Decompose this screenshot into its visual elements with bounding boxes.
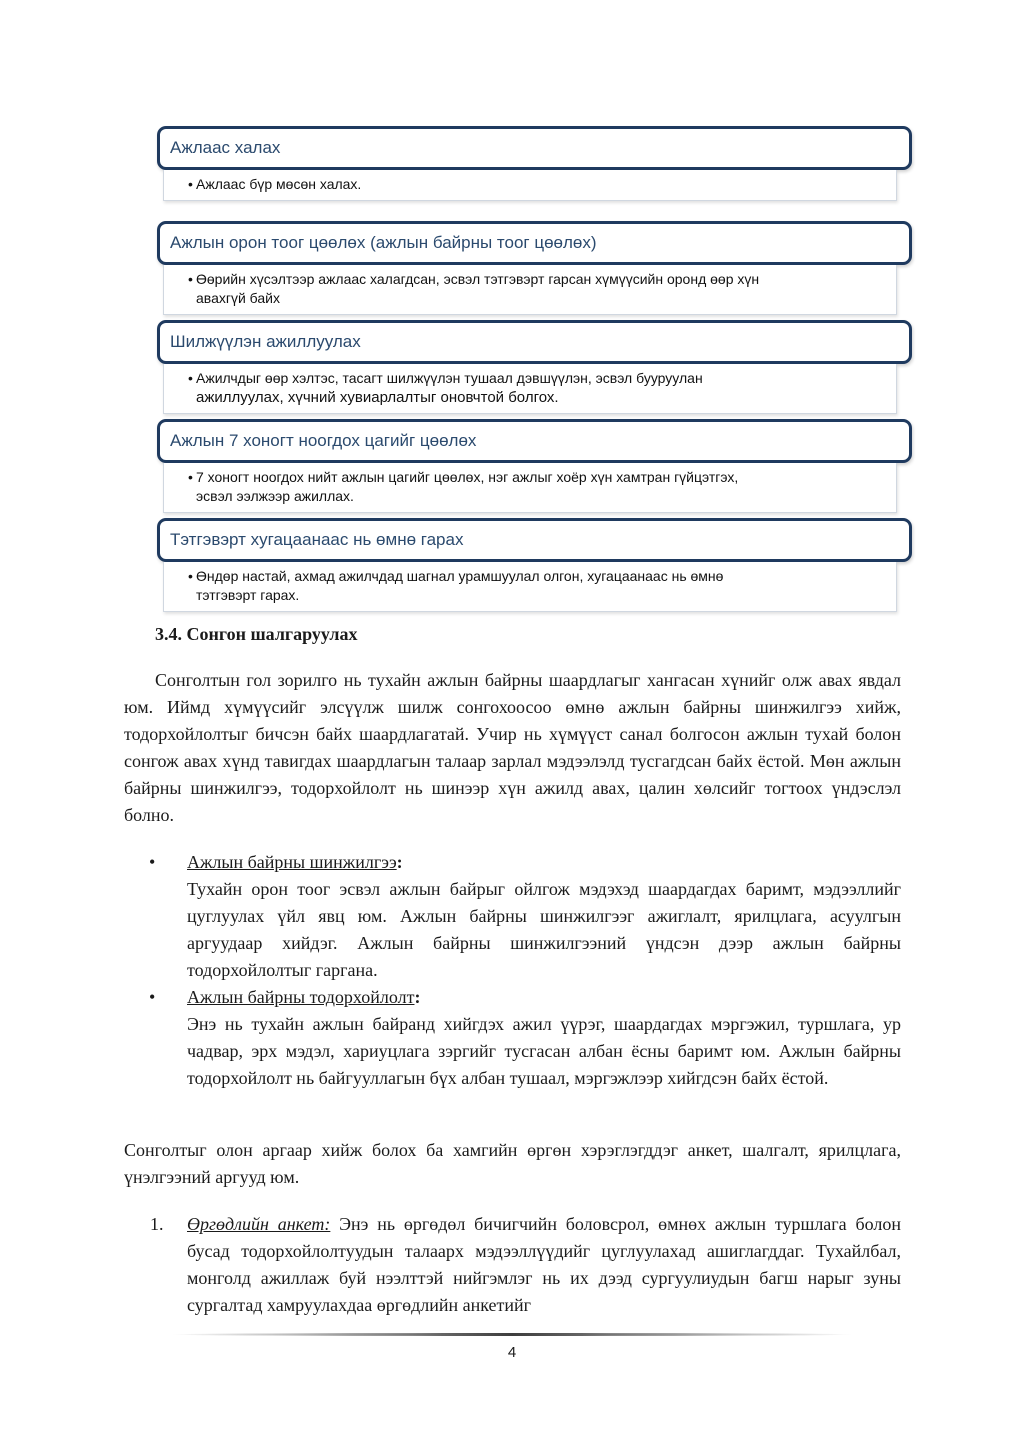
diagram-box-detail: • Ажлаас бүр мөсөн халах.: [163, 170, 897, 201]
diagram-block: [157, 221, 912, 315]
list-item-title: Ажлын байрны шинжилгээ: [187, 852, 397, 872]
diagram-block: [157, 518, 912, 612]
footer-divider: [170, 1333, 854, 1336]
bullet-dot: •: [149, 852, 156, 872]
list-item-text: Тухайн орон тоог эсвэл ажлын байрыг ойлгож мэдэхэд шаардагдах баримт, мэдээллийг цуглуулах үйл явц юм. Ажлын байрны шинжилгээг ажиглалт, ярилцлага, асуулгын аргуудаар хийдэг. Ажлын байрны шинжилгээний үндсэн дээр ажлын байрны тодорхойлолтыг гаргана.: [187, 879, 901, 980]
section-heading: 3.4. Сонгон шалгаруулах: [155, 624, 358, 644]
diagram-block: [157, 320, 912, 414]
page-number: 4: [507, 1344, 517, 1361]
diagram-box-title: Ажлын 7 хоногт ноогдох цагийг цөөлөх: [157, 419, 912, 463]
list-number: 1.: [150, 1214, 164, 1234]
diagram-block: [157, 126, 912, 201]
list-item-text: Энэ нь тухайн ажлын байранд хийгдэх ажил үүрэг, шаардагдах мэргэжил, туршлага, ур чадвар, эрх мэдэл, хариуцлага зэргийг тусгасан албан ёсны баримт юм. Ажлын байрны тодорхойлолт нь байгууллагын бүх албан тушаал, мэргэжлээр хийгдсэн байх ёстой.: [187, 1014, 901, 1088]
bullet-dot: •: [149, 987, 156, 1007]
list-item-title: Ажлын байрны тодорхойлолт: [187, 987, 415, 1007]
list-item: [124, 1211, 901, 1319]
list-item-term: Өргөдлийн анкет:: [187, 1214, 331, 1234]
paragraph: Сонголтыг олон аргаар хийж болох ба хамгийн өргөн хэрэглэгддэг анкет, шалгалт, ярилцлага, үнэлгээний аргууд юм.: [124, 1140, 901, 1187]
diagram-box-detail: • Өөрийн хүсэлтээр ажлаас халагдсан, эсвэл тэтгэвэрт гарсан хүмүүсийн оронд өөр хүн авахгүй байх: [163, 265, 897, 315]
diagram-box-title: Ажлаас халах: [157, 126, 912, 170]
diagram-box-title: Шилжүүлэн ажиллуулах: [157, 320, 912, 364]
diagram-box-title: Тэтгэвэрт хугацаанаас нь өмнө гарах: [157, 518, 912, 562]
diagram-box-detail: • Ажилчдыг өөр хэлтэс, тасагт шилжүүлэн тушаал дэвшүүлэн, эсвэл бууруулан ажиллуулах, хүчний хувиарлалтыг оновчтой болгох.: [163, 364, 897, 414]
diagram-box-title: Ажлын орон тоог цөөлөх (ажлын байрны тоог цөөлөх): [157, 221, 912, 265]
paragraph: Сонголтын гол зорилго нь тухайн ажлын байрны шаардлагыг хангасан хүнийг олж авах явдал юм. Иймд хүмүүсийг элсүүлж шилж сонгохоосоо өмнө ажлын байрны шинжилгээ хийж, тодорхойлолтыг бичсэн байх шаардлагатай. Учир нь хүмүүст санал болгосон ажлын тухай болон сонгож авах хүнд тавигдах шаардлагын талаар зарлал мэдээлэлд тусгагдсан байх ёстой. Мөн ажлын байрны шинжилгээ, тодорхойлолт нь шинээр хүн ажилд авах, цалин хөлсийг тогтоох үндэслэл болно.: [124, 670, 901, 825]
diagram-box-detail: • 7 хоногт ноогдох нийт ажлын цагийг цөөлөх, нэг ажлыг хоёр хүн хамтран гүйцэтгэх, эсвэл ээлжээр ажиллах.: [163, 463, 897, 513]
list-item: • Ажлын байрны тодорхойлолт: Энэ нь тухайн ажлын байранд хийгдэх ажил үүрэг, шаардагдах мэргэжил, туршлага, ур чадвар, эрх мэдэл, хариуцлага зэргийг тусгасан албан ёсны баримт юм. Ажлын байрны тодорхойлолт нь байгууллагын бүх албан тушаал, мэргэжлээр хийгдсэн байх ёстой.: [124, 984, 901, 1092]
diagram-staff-reduction-methods: [157, 126, 912, 612]
bullet-list: [124, 849, 901, 1092]
numbered-list: [124, 1211, 901, 1319]
list-item-text: Энэ нь өргөдөл бичигчийн боловсрол, өмнөх ажлын туршлага болон бусад тодорхойлолтуудын талаарх мэдээллүүдийг цуглуулахад ашиглагддаг. Тухайлбал, монголд ажиллаж буй нээлттэй нийгэмлэг нь их дээд сургуулиудын багш нарыг зуны сургалтад хамруулахдаа өргөдлийн анкетийг: [187, 1214, 901, 1315]
diagram-block: [157, 419, 912, 513]
diagram-box-detail: • Өндөр настай, ахмад ажилчдад шагнал урамшуулал олгон, хугацаанаас нь өмнө тэтгэвэрт гарах.: [163, 562, 897, 612]
list-item: • Ажлын байрны шинжилгээ: Тухайн орон тоог эсвэл ажлын байрыг ойлгож мэдэхэд шаардагдах баримт, мэдээллийг цуглуулах үйл явц юм. Ажлын байрны шинжилгээг ажиглалт, ярилцлага, асуулгын аргуудаар хийдэг. Ажлын байрны шинжилгээний үндсэн дээр ажлын байрны тодорхойлолтыг гаргана.: [124, 849, 901, 984]
